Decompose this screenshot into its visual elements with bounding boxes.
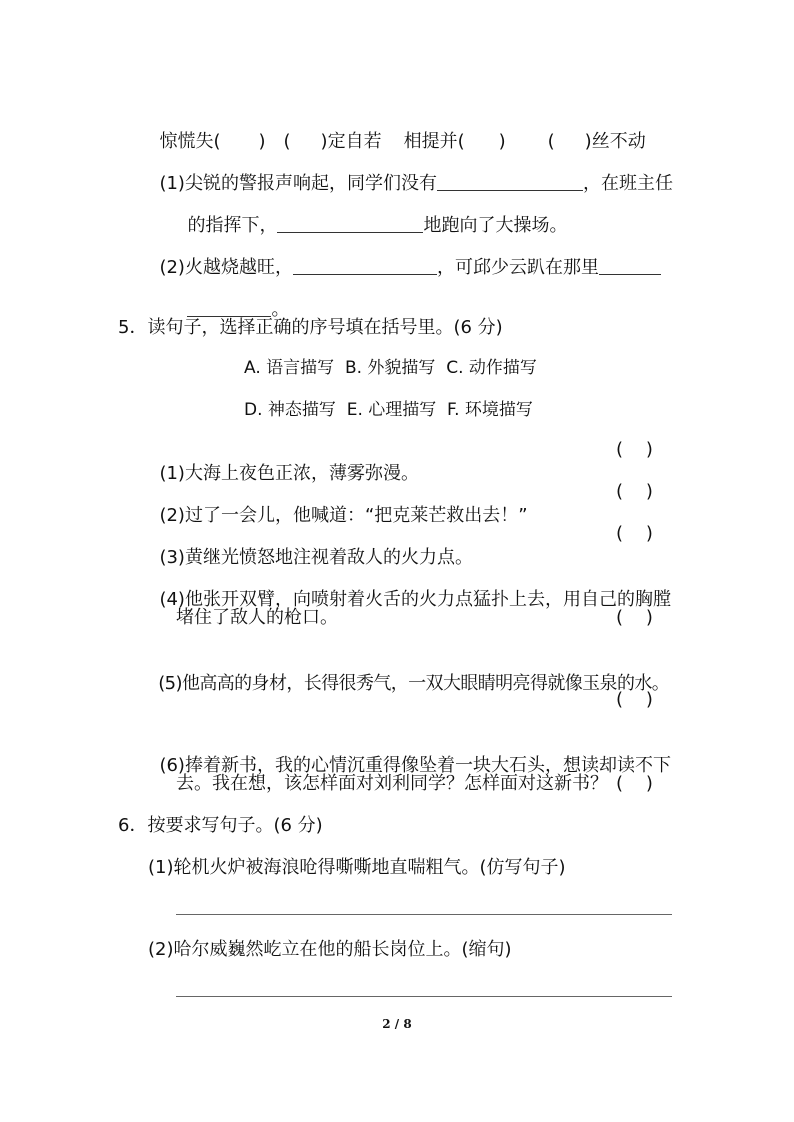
idiom-a-close: ) — [258, 131, 266, 152]
fill-blank[interactable] — [277, 214, 423, 233]
q5-item2-text: 过了一会儿，他喊道：“把克莱芒救出去！” — [184, 505, 528, 526]
q4-item2-text-a: 火越烧越旺， — [184, 257, 293, 278]
page-number: 2 / 8 — [382, 1017, 412, 1031]
idiom-row — [148, 106, 646, 154]
q5-item4-line1 — [148, 564, 671, 612]
q4-item2-line1 — [148, 232, 661, 280]
q5-item6-line2: 去。我在想，该怎样面对刘利同学？怎样面对这新书？ — [176, 773, 608, 794]
idiom-b-suffix: )丝不动 — [584, 131, 646, 152]
fill-blank[interactable] — [187, 298, 271, 317]
idiom-a-suffix: )定自若 — [320, 131, 382, 152]
q6-item1-answer-line[interactable] — [176, 914, 672, 915]
q4-item1-text-c: 的指挥下， — [187, 215, 278, 236]
q4-item2-number: (2) — [159, 257, 185, 278]
q5-options-row2: D. 神态描写 E. 心理描写 F. 环境描写 — [244, 400, 533, 420]
q5-item4-text: 他张开双臂，向喷射着火舌的火力点猛扑上去，用自己的胸膛 — [184, 589, 671, 610]
q5-item1 — [148, 438, 419, 486]
idiom-a-open2: ( — [283, 131, 291, 152]
q5-title: 5．读句子，选择正确的序号填在括号里。(6 分) — [118, 317, 503, 338]
q5-item6-text: 捧着新书，我的心情沉重得像坠着一块大石头，想读却读不下 — [184, 755, 671, 776]
q5-item6-number: (6) — [159, 755, 185, 776]
q6-item2-answer-line[interactable] — [176, 996, 672, 997]
q6-item2: (2)哈尔威巍然屹立在他的船长岗位上。(缩句) — [148, 939, 512, 960]
q4-item1-number: (1) — [159, 173, 185, 194]
q5-item5-number: (5) — [158, 673, 182, 694]
idiom-b-close: ) — [498, 131, 506, 152]
fill-blank[interactable] — [599, 256, 661, 275]
idiom-b-prefix: 相提并( — [403, 131, 465, 152]
q5-item1-number: (1) — [159, 463, 185, 484]
q5-item2 — [148, 480, 528, 528]
q5-item5-text: 他高高的身材，长得很秀气，一双大眼睛明亮得就像玉泉的水。 — [181, 673, 670, 694]
q6-item1: (1)轮机火炉被海浪呛得嘶嘶地直喘粗气。(仿写句子) — [148, 857, 566, 878]
q5-item3-number: (3) — [159, 547, 185, 568]
answer-paren[interactable]: ( ) — [616, 523, 653, 544]
q5-item1-text: 大海上夜色正浓，薄雾弥漫。 — [184, 463, 419, 484]
q5-options-row1: A. 语言描写 B. 外貌描写 C. 动作描写 — [244, 358, 537, 378]
q4-item1-line2 — [176, 190, 567, 238]
idiom-a-prefix: 惊慌失( — [159, 131, 221, 152]
q4-item1-text-b: ，在班主任 — [582, 173, 673, 194]
answer-paren[interactable]: ( ) — [616, 481, 653, 502]
q6-title: 6．按要求写句子。(6 分) — [118, 815, 323, 836]
idiom-b-open2: ( — [547, 131, 555, 152]
q5-item2-number: (2) — [159, 505, 185, 526]
q5-item3 — [148, 522, 473, 570]
q5-item3-text: 黄继光愤怒地注视着敌人的火力点。 — [184, 547, 473, 568]
answer-paren[interactable]: ( ) — [616, 439, 653, 460]
q4-item1-line1 — [148, 148, 673, 196]
answer-paren[interactable]: ( ) — [616, 607, 653, 628]
fill-blank[interactable] — [437, 172, 583, 191]
q5-item4-number: (4) — [159, 589, 185, 610]
q5-item4-line2: 堵住了敌人的枪口。 — [176, 607, 338, 628]
q4-item1-text-a: 尖锐的警报声响起，同学们没有 — [184, 173, 437, 194]
q4-item2-line2 — [176, 274, 289, 322]
q5-item5 — [148, 648, 669, 696]
q5-item6-line1 — [148, 730, 671, 778]
q4-item2-text-b: ，可邱少云趴在那里 — [436, 257, 599, 278]
answer-paren[interactable]: ( ) — [616, 773, 653, 794]
answer-paren[interactable]: ( ) — [616, 689, 653, 710]
q4-item2-end: 。 — [271, 299, 290, 320]
fill-blank[interactable] — [293, 256, 437, 275]
q4-item1-text-d: 地跑向了大操场。 — [423, 215, 568, 236]
